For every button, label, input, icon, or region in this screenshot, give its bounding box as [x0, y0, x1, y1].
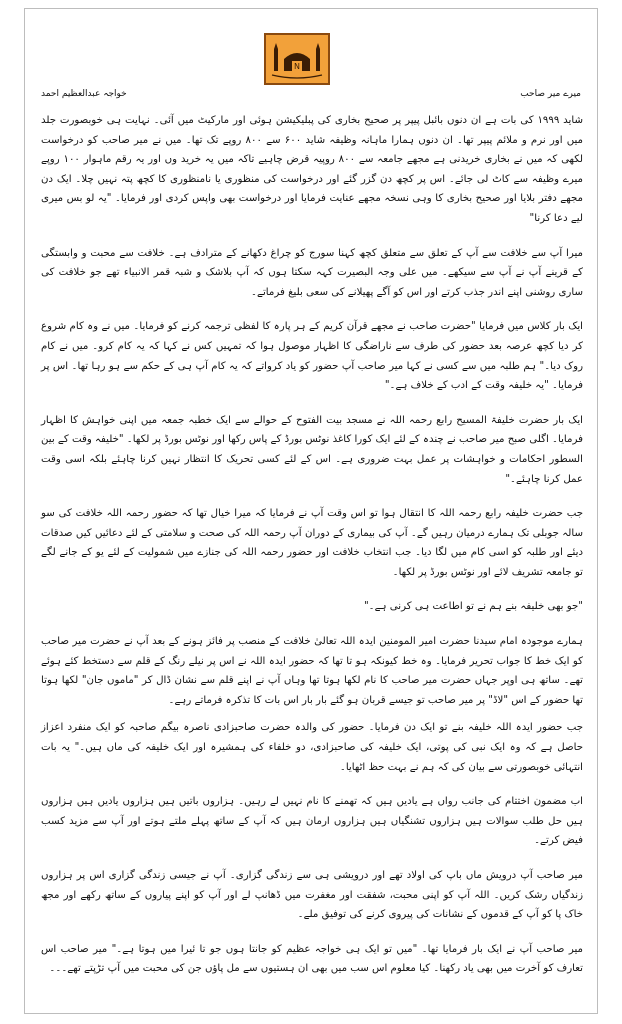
article-body [41, 111, 583, 994]
mosque-minaret-logo-icon [264, 33, 330, 85]
paragraph: اب مضمون اختتام کی جانب رواں ہے یادیں ہیں کہ تھمنے کا نام نہیں لے رہیں۔ ہزاروں باتیں ہیں ہزاروں یادیں ہیں ہزاروں ہیں حل طلب سوالات ہیں ہزاروں تشنگیاں ہیں ہزاروں ارمان ہیں کہ آپ کے ساتھ پہلے ملتے ہوتے اور آپ سے مزید کسب فیض کرتے۔ [41, 796, 583, 847]
paragraph: ہمارے موجودہ امام سیدنا حضرت امیر المومنین ایدہ اللہ تعالیٰ خلافت کے منصب پر فائز ہونے کے بعد آپ نے حضرت میر صاحب کو ایک خط کا جواب تحریر فرمایا۔ وہ خط کیونکہ ہو تا تھا کہ حضور ایدہ اللہ نے اس پر نیلے رنگ کے قلم سے دستخط کئے ہوئے تھے۔ ساتھ ہی اوپر جہاں حضرت میر صاحب کا نام لکھا ہوتا تھا وہاں آپ نے اپنے قلم سے نشان ڈال کر "ماموں جان" لکھا ہوتا تھا حضور کے اس "لاڈ" پر میر صاحب تو جیسے قربان ہو گئے بار بار اس بات کا تذکرہ فرماتے رہے۔ [41, 636, 583, 706]
svg-text:N: N [294, 62, 300, 71]
paragraph: "جو بھی خلیفہ بنے ہم نے تو اطاعت ہی کرنی ہے۔" [363, 601, 583, 613]
paragraph: جب حضور ایدہ اللہ خلیفہ بنے تو ایک دن فرمایا۔ حضور کی والدہ حضرت صاحبزادی ناصرہ بیگم صاحبہ کو ایک منفرد اعزاز حاصل ہے کہ وہ ایک نبی کی پوتی، ایک خلیفہ کی صاحبزادی، دو خلفاء کی ہمشیرہ اور ایک خلیفہ کی ماں ہیں۔" یہ بات انتہائی خوبصورتی سے بیان کی کہ ہم نے بہت حظ اٹھایا۔ [41, 722, 583, 773]
paragraph: جب حضرت خلیفہ رابع رحمہ اللہ کا انتقال ہوا تو اس وقت آپ نے فرمایا کہ میرا خیال تھا کہ حضور رحمہ اللہ خلافت کی سو سالہ جوبلی تک ہمارے درمیان رہیں گے۔ آپ کی بیماری کے دوران آپ رحمہ اللہ کی صحت و سلامتی کے لئے دعائیں کیں صدقات دیئے اور طلبہ کو اسی کام میں لگا دیا۔ جب انتخاب خلافت اور حضور رحمہ اللہ کی جنازے میں شمولیت کے لئے یو کے جانے لگے تو جامعہ تشریف لائے اور نوٹس بورڈ پر لکھا۔ [41, 508, 583, 578]
document-page [24, 8, 598, 1014]
paragraph: شاید ۱۹۹۹ کی بات ہے ان دنوں بائبل پیپر پر صحیح بخاری کی پبلیکیشن ہوئی اور مارکیٹ میں آئی۔ نہایت ہی خوبصورت جلد میں اور نرم و ملائم پیپر تھا۔ ان دنوں ہمارا ماہانہ وظیفہ شاید ۶۰۰ سے ۸۰۰ روپے تک تھا۔ میں نے میر صاحب کو درخواست لکھی کہ میں نے بخاری خریدنی ہے مجھے جامعہ سے ۸۰۰ روپیہ قرض چاہیے تاکہ میں یہ خرید وں اور یہ رقم ماہوار ۱۰۰ روپے میرے وظیفہ سے کاٹ لی جائے۔ اس پر کچھ دن گزر گئے اور درخواست کی منظوری یا نامنظوری کا کچھ پتہ نہیں چلا۔ ایک دن مجھے دفتر بلایا اور صحیح بخاری کا وہی نسخہ مجھے عنایت فرمایا اور درخواست بھی واپس کردی اور فرمایا۔ "یہ لو بس میری لیے دعا کرنا" [41, 115, 583, 224]
paragraph: میر صاحب آپ نے ایک بار فرمایا تھا۔ "میں تو ایک ہی خواجہ عظیم کو جانتا ہوں جو تا ئیرا میں ہوتا ہے۔" میر صاحب اس تعارف کو آخرت میں بھی یاد رکھنا۔ کیا معلوم اس سب میں بھی ان ہستیوں سے مل پاؤں جن کی محبت میں آپ تڑپتے تھے۔۔۔ [41, 943, 583, 975]
paragraph: میرا آپ سے خلافت سے آپ کے تعلق سے متعلق کچھ کہنا سورج کو چراغ دکھانے کے مترادف ہے۔ خلافت سے محبت و وابستگی کے قرینے آپ نے آپ سے سیکھے۔ میں علی وجہ البصیرت کہہ سکتا ہوں کہ آپ بلاشک و شبہ قمر الانبیاء تھے جو خلافت کی ساری روشنی اپنے اندر جذب کرتے اور اس کو آگے پھیلانے کی سعی بلیغ فرماتے۔ [41, 247, 583, 298]
logo-graphic [266, 35, 328, 83]
author-name: خواجہ عبدالعظیم احمد [41, 89, 127, 99]
paragraph: میر صاحب آپ درویش ماں باپ کی اولاد تھے اور درویشی ہی سے زندگی گزاری۔ آپ نے جیسی زندگی گزاری اس پر ہزاروں زندگیاں رشک کریں۔ اللہ آپ کو اپنی محبت، شفقت اور مغفرت میں ڈھانپ لے اور آپ کو اپنے پیاروں کے ساتھ رکھے اور مجھ خاک پا کو آپ کے قدموں کے نشانات کی پیروی کرنے کی توفیق ملے۔ [41, 870, 583, 921]
paragraph: ایک بار حضرت خلیفۃ المسیح رابع رحمہ اللہ نے مسجد بیت الفتوح کے حوالے سے ایک خطبہ جمعہ میں اپنی خواہش کا اظہار فرمایا۔ اگلی صبح میر صاحب نے چندہ کے لئے ایک کورا کاغذ نوٹس بورڈ کے پاس رکھا اور نوٹس بورڈ پر لکھا۔ "خلیفہ وقت کے بین السطور احکامات و خواہشات پر عمل بہت ضروری ہے۔ اس کے لئے کسی تحریک کا انتظار نہیں کرنا چاہئے بلکہ اسی وقت عمل کرنا چاہئے۔" [41, 414, 583, 485]
article-title: میرے میر صاحب [520, 89, 581, 99]
paragraph: ایک بار کلاس میں فرمایا "حضرت صاحب نے مجھے قرآن کریم کے ہر پارہ کا لفظی ترجمہ کرنے کو فرمایا۔ میں نے وہ کام شروع کر دیا کچھ عرصہ بعد حضور کی طرف سے ناراضگی کا اظہار موصول ہوا کہ تمہیں کس نے کہا کہ یہ کام کرو۔ میں نے کام روک دیا۔" ہم طلبہ میں سے کسی نے کہا میر صاحب آپ حضور کو یاد کرواتے کہ یہ کام آپ ہی کے حکم سے ہو رہا تھا۔ اس پر فرمایا۔ "یہ خلیفہ وقت کے ادب کے خلاف ہے۔" [41, 321, 583, 392]
